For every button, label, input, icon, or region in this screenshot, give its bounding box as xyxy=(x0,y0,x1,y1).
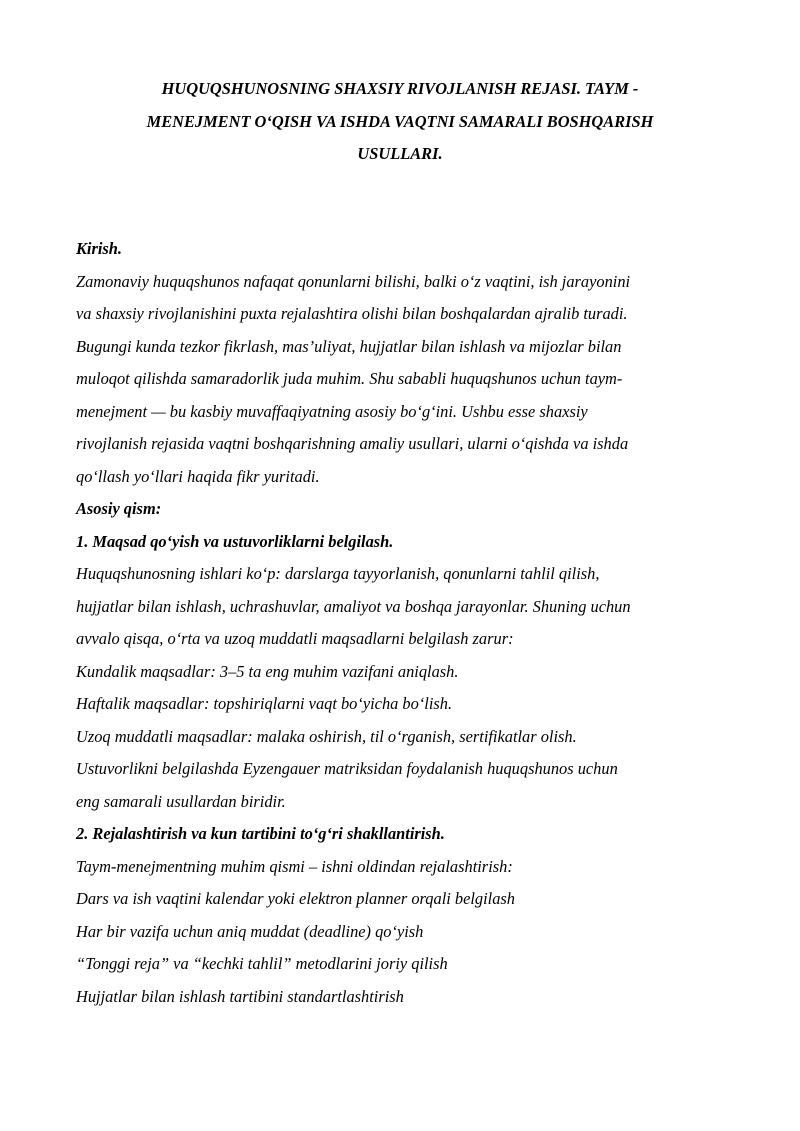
section2-line: “Tonggi reja” va “kechki tahlil” metodlarini joriy qilish xyxy=(76,954,448,973)
section2-line: Dars va ish vaqtini kalendar yoki elektron planner orqali belgilash xyxy=(76,889,515,908)
intro-heading: Kirish. xyxy=(76,239,123,258)
intro-line: Bugungi kunda tezkor fikrlash, mas’uliyat, hujjatlar bilan ishlash va mijozlar bilan xyxy=(76,336,622,356)
section1-line: Huquqshunosning ishlari ko‘p: darslarga tayyorlanish, qonunlarni tahlil qilish, xyxy=(76,564,600,583)
section2-heading: 2. Rejalashtirish va kun tartibini to‘g‘ri shakllantirish. xyxy=(76,824,445,843)
document-body xyxy=(76,233,756,1013)
intro-line: Zamonaviy huquqshunos nafaqat qonunlarni bilishi, balki o‘z vaqtini, ish jarayonini xyxy=(76,271,631,291)
intro-line: muloqot qilishda samaradorlik juda muhim. Shu sababli huquqshunos uchun taym- xyxy=(76,369,623,388)
section1-line: Haftalik maqsadlar: topshiriqlarni vaqt bo‘yicha bo‘lish. xyxy=(76,694,453,713)
title-line: HUQUQSHUNOSNING SHAXSIY RIVOJLANISH REJASI. TAYM - xyxy=(161,79,639,98)
title-line: MENEJMENT O‘QISH VA ISHDA VAQTNI SAMARALI BOSHQARISH xyxy=(146,111,654,131)
main-heading: Asosiy qism: xyxy=(76,499,162,518)
section2-line: Taym-menejmentning muhim qismi – ishni oldindan rejalashtirish: xyxy=(76,856,513,876)
section1-line: hujjatlar bilan ishlash, uchrashuvlar, amaliyot va boshqa jarayonlar. Shuning uchun xyxy=(76,596,631,616)
section1-line: Kundalik maqsadlar: 3–5 ta eng muhim vazifani aniqlash. xyxy=(76,661,459,681)
section1-line: Ustuvorlikni belgilashda Eyzengauer matriksidan foydalanish huquqshunos uchun xyxy=(76,759,618,778)
title-line: USULLARI. xyxy=(357,144,443,163)
intro-line: qo‘llash yo‘llari haqida fikr yuritadi. xyxy=(76,466,320,486)
section2-line: Har bir vazifa uchun aniq muddat (deadline) qo‘yish xyxy=(76,921,424,941)
section1-line: Uzoq muddatli maqsadlar: malaka oshirish, til o‘rganish, sertifikatlar olish. xyxy=(76,726,577,746)
document-title xyxy=(90,73,710,171)
intro-line: rivojlanish rejasida vaqtni boshqarishning amaliy usullari, ularni o‘qishda va ishda xyxy=(76,434,629,453)
section2-line: Hujjatlar bilan ishlash tartibini standartlashtirish xyxy=(76,986,404,1006)
section1-line: avvalo qisqa, o‘rta va uzoq muddatli maqsadlarni belgilash zarur: xyxy=(76,629,514,648)
intro-line: va shaxsiy rivojlanishini puxta rejalashtira olishi bilan boshqalardan ajralib turadi. xyxy=(76,304,628,323)
intro-line: menejment — bu kasbiy muvaffaqiyatning asosiy bo‘g‘ini. Ushbu esse shaxsiy xyxy=(76,401,588,421)
section1-heading: 1. Maqsad qo‘yish va ustuvorliklarni belgilash. xyxy=(76,531,394,551)
section1-line: eng samarali usullardan biridir. xyxy=(76,791,286,811)
